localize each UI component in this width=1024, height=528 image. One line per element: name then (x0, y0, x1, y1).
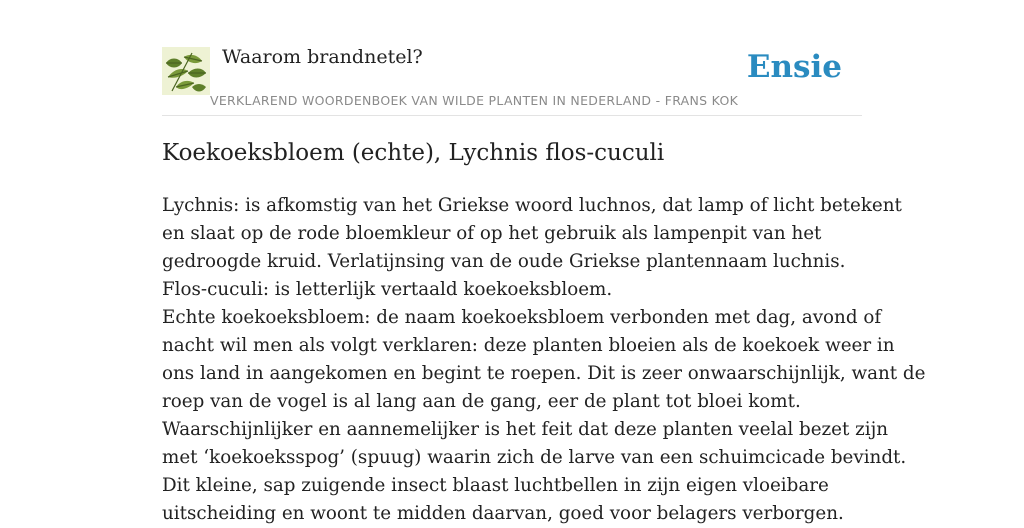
site-header (162, 44, 862, 116)
body-line: Waarschijnlijker en aannemelijker is het feit dat deze planten veelal bezet zijn (162, 419, 889, 440)
body-line: Echte koekoeksbloem: de naam koekoeksbloem verbonden met dag, avond of (162, 307, 882, 328)
body-line: uitscheiding en woont te midden daarvan, goed voor belagers verborgen. (162, 503, 844, 524)
article-body (162, 192, 926, 528)
nettle-leaves-icon[interactable] (162, 47, 210, 95)
page-title[interactable]: Waarom brandnetel? (222, 46, 423, 68)
brand-logo[interactable]: Ensie (746, 49, 842, 85)
body-line: gedroogde kruid. Verlatijnsing van de oude Griekse plantennaam luchnis. (162, 251, 846, 272)
body-line: ons land in aangekomen en begint te roepen. Dit is zeer onwaarschijnlijk, want de (162, 363, 926, 384)
body-line: Dit kleine, sap zuigende insect blaast luchtbellen in zijn eigen vloeibare (162, 475, 829, 496)
body-line: Flos-cuculi: is letterlijk vertaald koekoeksbloem. (162, 279, 613, 300)
source-subtitle[interactable]: VERKLAREND WOORDENBOEK VAN WILDE PLANTEN IN NEDERLAND - FRANS KOK (210, 93, 739, 108)
header-divider (162, 115, 862, 116)
article-heading: Koekoeksbloem (echte), Lychnis flos-cuculi (162, 140, 665, 166)
body-line: roep van de vogel is al lang aan de gang, eer de plant tot bloei komt. (162, 391, 801, 412)
body-line: Lychnis: is afkomstig van het Griekse woord luchnos, dat lamp of licht betekent (162, 195, 902, 216)
body-line: en slaat op de rode bloemkleur of op het gebruik als lampenpit van het (162, 223, 822, 244)
body-line: met ‘koekoeksspog’ (spuug) waarin zich de larve van een schuimcicade bevindt. (162, 447, 907, 468)
body-line: nacht wil men als volgt verklaren: deze planten bloeien als de koekoek weer in (162, 335, 895, 356)
